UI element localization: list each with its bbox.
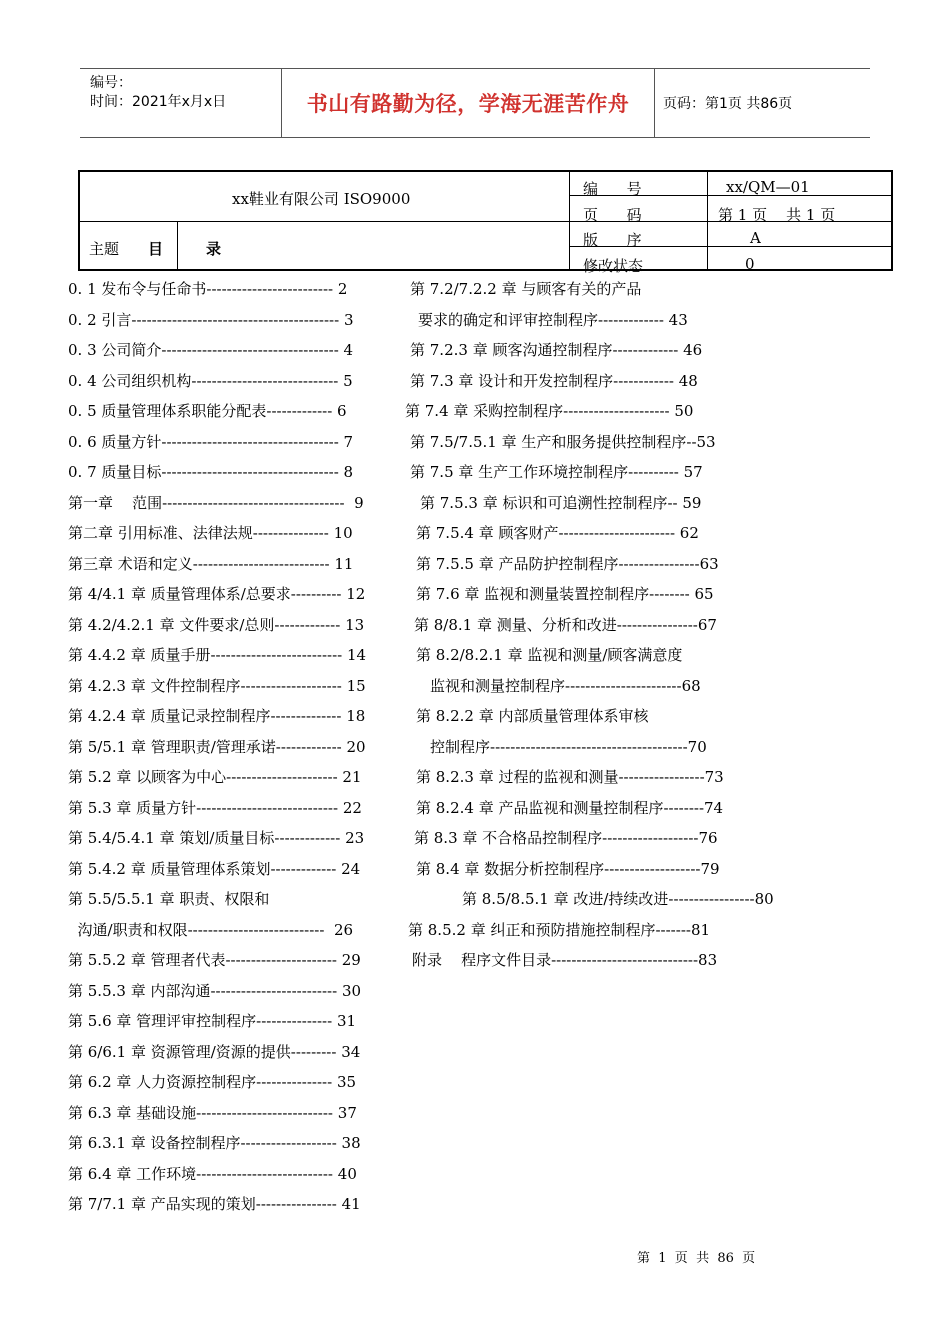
toc-entry: 第 7.2/7.2.2 章 与顾客有关的产品 [410, 280, 642, 298]
toc-entry: 第 7.2.3 章 顾客沟通控制程序------------- 46 [410, 341, 703, 359]
toc-entry: 第 8.3 章 不合格品控制程序-------------------76 [414, 829, 718, 847]
toc-entry: 附录 程序文件目录-----------------------------83 [412, 951, 718, 969]
toc-entry: 第 5.6 章 管理评审控制程序--------------- 31 [68, 1012, 357, 1030]
toc-entry: 第 5.2 章 以顾客为中心---------------------- 21 [68, 768, 362, 786]
header-code-label: 编号： [90, 75, 132, 91]
header-date: 时间：2021年x月x日 [90, 94, 227, 110]
toc-entry: 第 5.4/5.4.1 章 策划/质量目标------------- 23 [68, 829, 365, 847]
toc-entry: 第 8/8.1 章 测量、分析和改进----------------67 [414, 616, 717, 634]
toc-entry: 第 4.2.4 章 质量记录控制程序-------------- 18 [68, 707, 366, 725]
toc-entry: 第 8.4 章 数据分析控制程序-------------------79 [416, 860, 720, 878]
header-meta [80, 69, 280, 137]
company-name: xx鞋业有限公司 ISO9000 [232, 190, 411, 208]
doc-number-value: xx/QM—01 [726, 178, 810, 196]
revision-label: 修改状态 [583, 257, 644, 275]
toc-entry: 第 7.5.5 章 产品防护控制程序----------------63 [416, 555, 719, 573]
toc-entry: 0. 6 质量方针----------------------------------- 7 [68, 433, 354, 451]
page-header [80, 68, 870, 138]
toc-entry: 第 4.2.3 章 文件控制程序-------------------- 15 [68, 677, 366, 695]
toc-entry: 第 8.2/8.2.1 章 监视和测量/顾客满意度 [416, 646, 683, 664]
toc-entry: 0. 4 公司组织机构----------------------------- 5 [68, 372, 353, 390]
toc-entry: 第 4.2/4.2.1 章 文件要求/总则------------- 13 [68, 616, 365, 634]
toc-entry: 0. 5 质量管理体系职能分配表------------- 6 [68, 402, 347, 420]
toc-entry: 监视和测量控制程序-----------------------68 [430, 677, 701, 695]
toc-entry: 第 7.4 章 采购控制程序--------------------- 50 [405, 402, 694, 420]
toc-entry: 第 6.3 章 基础设施--------------------------- 37 [68, 1104, 357, 1122]
toc-entry: 沟通/职责和权限--------------------------- 26 [68, 921, 354, 939]
page-label: 页 码 [583, 206, 642, 224]
subject-label: 主题 [89, 240, 120, 258]
page-footer: 第 1 页 共 86 页 [637, 1251, 756, 1266]
subject-value-1: 目 [148, 240, 164, 258]
toc-entry: 第 6.2 章 人力资源控制程序--------------- 35 [68, 1073, 357, 1091]
toc-entry: 第 7.3 章 设计和开发控制程序------------ 48 [410, 372, 698, 390]
toc-entry: 第 7.6 章 监视和测量装置控制程序-------- 65 [416, 585, 714, 603]
toc-entry: 第 8.2.4 章 产品监视和测量控制程序--------74 [416, 799, 724, 817]
page-value: 第 1 页 共 1 页 [718, 206, 836, 224]
toc-entry: 0. 3 公司简介----------------------------------- 4 [68, 341, 354, 359]
toc-entry: 第一章 范围------------------------------------ 9 [68, 494, 364, 512]
doc-number-label: 编 号 [583, 180, 642, 198]
toc-entry: 0. 7 质量目标----------------------------------- 8 [68, 463, 354, 481]
header-page-info: 页码：第1页 共86页 [663, 96, 793, 112]
toc-entry: 第 6.3.1 章 设备控制程序------------------- 38 [68, 1134, 361, 1152]
toc-entry: 第 7.5.3 章 标识和可追溯性控制程序-- 59 [420, 494, 702, 512]
toc-entry: 第 7/7.1 章 产品实现的策划---------------- 41 [68, 1195, 361, 1213]
toc-entry: 0. 2 引言----------------------------------------- 3 [68, 311, 354, 329]
toc-entry: 第 8.5/8.5.1 章 改进/持续改进-----------------80 [462, 890, 774, 908]
toc-entry: 第三章 术语和定义--------------------------- 11 [68, 555, 354, 573]
toc-entry: 第 6.4 章 工作环境--------------------------- 40 [68, 1165, 357, 1183]
toc-entry: 第 5.3 章 质量方针---------------------------- 22 [68, 799, 362, 817]
header-motto: 书山有路勤为径，学海无涯苦作舟 [281, 69, 655, 137]
toc-entry: 第 7.5 章 生产工作环境控制程序---------- 57 [410, 463, 703, 481]
toc-entry: 第 8.2.2 章 内部质量管理体系审核 [416, 707, 649, 725]
edition-value: A [750, 229, 761, 247]
toc-entry: 第 5.5.2 章 管理者代表---------------------- 29 [68, 951, 361, 969]
table-rule [177, 221, 178, 271]
toc-entry: 第 8.2.3 章 过程的监视和测量-----------------73 [416, 768, 724, 786]
table-rule [80, 221, 569, 222]
toc-entry: 第 7.5.4 章 顾客财产----------------------- 62 [416, 524, 699, 542]
toc-entry: 第二章 引用标准、法律法规--------------- 10 [68, 524, 353, 542]
revision-value: 0 [745, 255, 755, 273]
toc-entry: 要求的确定和评审控制程序------------- 43 [418, 311, 688, 329]
toc-entry: 第 8.5.2 章 纠正和预防措施控制程序-------81 [408, 921, 711, 939]
toc-entry: 第 5.4.2 章 质量管理体系策划------------- 24 [68, 860, 361, 878]
toc-entry: 第 5/5.1 章 管理职责/管理承诺------------- 20 [68, 738, 366, 756]
toc-entry: 第 4/4.1 章 质量管理体系/总要求---------- 12 [68, 585, 366, 603]
toc-entry: 第 7.5/7.5.1 章 生产和服务提供控制程序--53 [410, 433, 716, 451]
toc-entry: 0. 1 发布令与任命书------------------------- 2 [68, 280, 348, 298]
document-info-table [78, 170, 893, 275]
toc-entry: 第 6/6.1 章 资源管理/资源的提供--------- 34 [68, 1043, 361, 1061]
toc-entry: 第 5.5/5.5.1 章 职责、权限和 [68, 890, 270, 908]
toc-entry: 第 4.4.2 章 质量手册-------------------------- 14 [68, 646, 367, 664]
subject-value-2: 录 [206, 240, 222, 258]
toc-entry: 控制程序---------------------------------------70 [430, 738, 707, 756]
toc-entry: 第 5.5.3 章 内部沟通------------------------- 30 [68, 982, 362, 1000]
edition-label: 版 序 [583, 231, 642, 249]
